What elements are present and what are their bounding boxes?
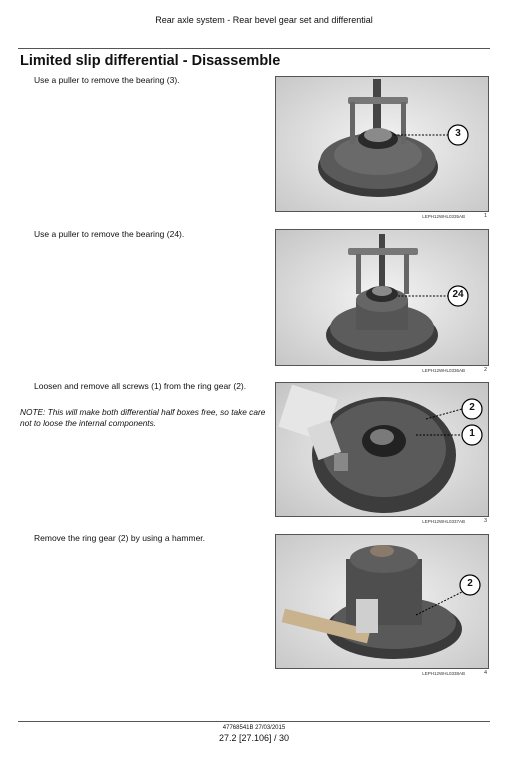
figure-4-ref: LEPH12WHL0338AB bbox=[422, 671, 465, 676]
figure-2-ref: LEPH12WHL0336AB bbox=[422, 368, 465, 373]
step-1-text: Use a puller to remove the bearing (3). bbox=[34, 75, 180, 85]
callout-1: 1 bbox=[469, 428, 475, 439]
step-3-text: Loosen and remove all screws (1) from the ring gear (2). bbox=[34, 381, 247, 391]
step-3-note: NOTE: This will make both differential half boxes free, so take care not to loose the internal components. bbox=[20, 407, 266, 428]
figure-1-photo bbox=[275, 76, 489, 212]
figure-4-number: 4 bbox=[483, 670, 487, 676]
callout-2: 2 bbox=[469, 402, 475, 413]
callout-24: 24 bbox=[452, 289, 464, 300]
figure-1-ref: LEPH12WHL0335AB bbox=[422, 214, 465, 219]
footer-doc-ref: 47768541B 27/03/2015 bbox=[222, 725, 286, 731]
figure-1-number: 1 bbox=[483, 213, 487, 219]
figure-3-number: 3 bbox=[483, 518, 487, 524]
figure-3-ref: LEPH12WHL0337AB bbox=[422, 519, 465, 524]
callout-3: 3 bbox=[455, 128, 461, 139]
section-title: Limited slip differential - Disassemble bbox=[20, 53, 281, 69]
footer-divider bbox=[18, 721, 490, 722]
step-4-text: Remove the ring gear (2) by using a hammer. bbox=[34, 533, 206, 543]
figure-2-number: 2 bbox=[483, 367, 487, 373]
figure-2 bbox=[275, 229, 489, 376]
figure-4 bbox=[275, 534, 489, 679]
figure-3-photo bbox=[275, 382, 489, 517]
step-2-text: Use a puller to remove the bearing (24). bbox=[34, 229, 185, 239]
figure-3 bbox=[275, 382, 489, 527]
page-header: Rear axle system - Rear bevel gear set and differential bbox=[155, 15, 373, 25]
figure-1 bbox=[275, 76, 489, 222]
callout-2-ring-gear: 2 bbox=[467, 578, 473, 589]
header-divider bbox=[18, 48, 490, 49]
figure-4-photo bbox=[275, 534, 489, 669]
figure-2-photo bbox=[275, 229, 489, 366]
footer-page-number: 27.2 [27.106] / 30 bbox=[218, 733, 290, 743]
